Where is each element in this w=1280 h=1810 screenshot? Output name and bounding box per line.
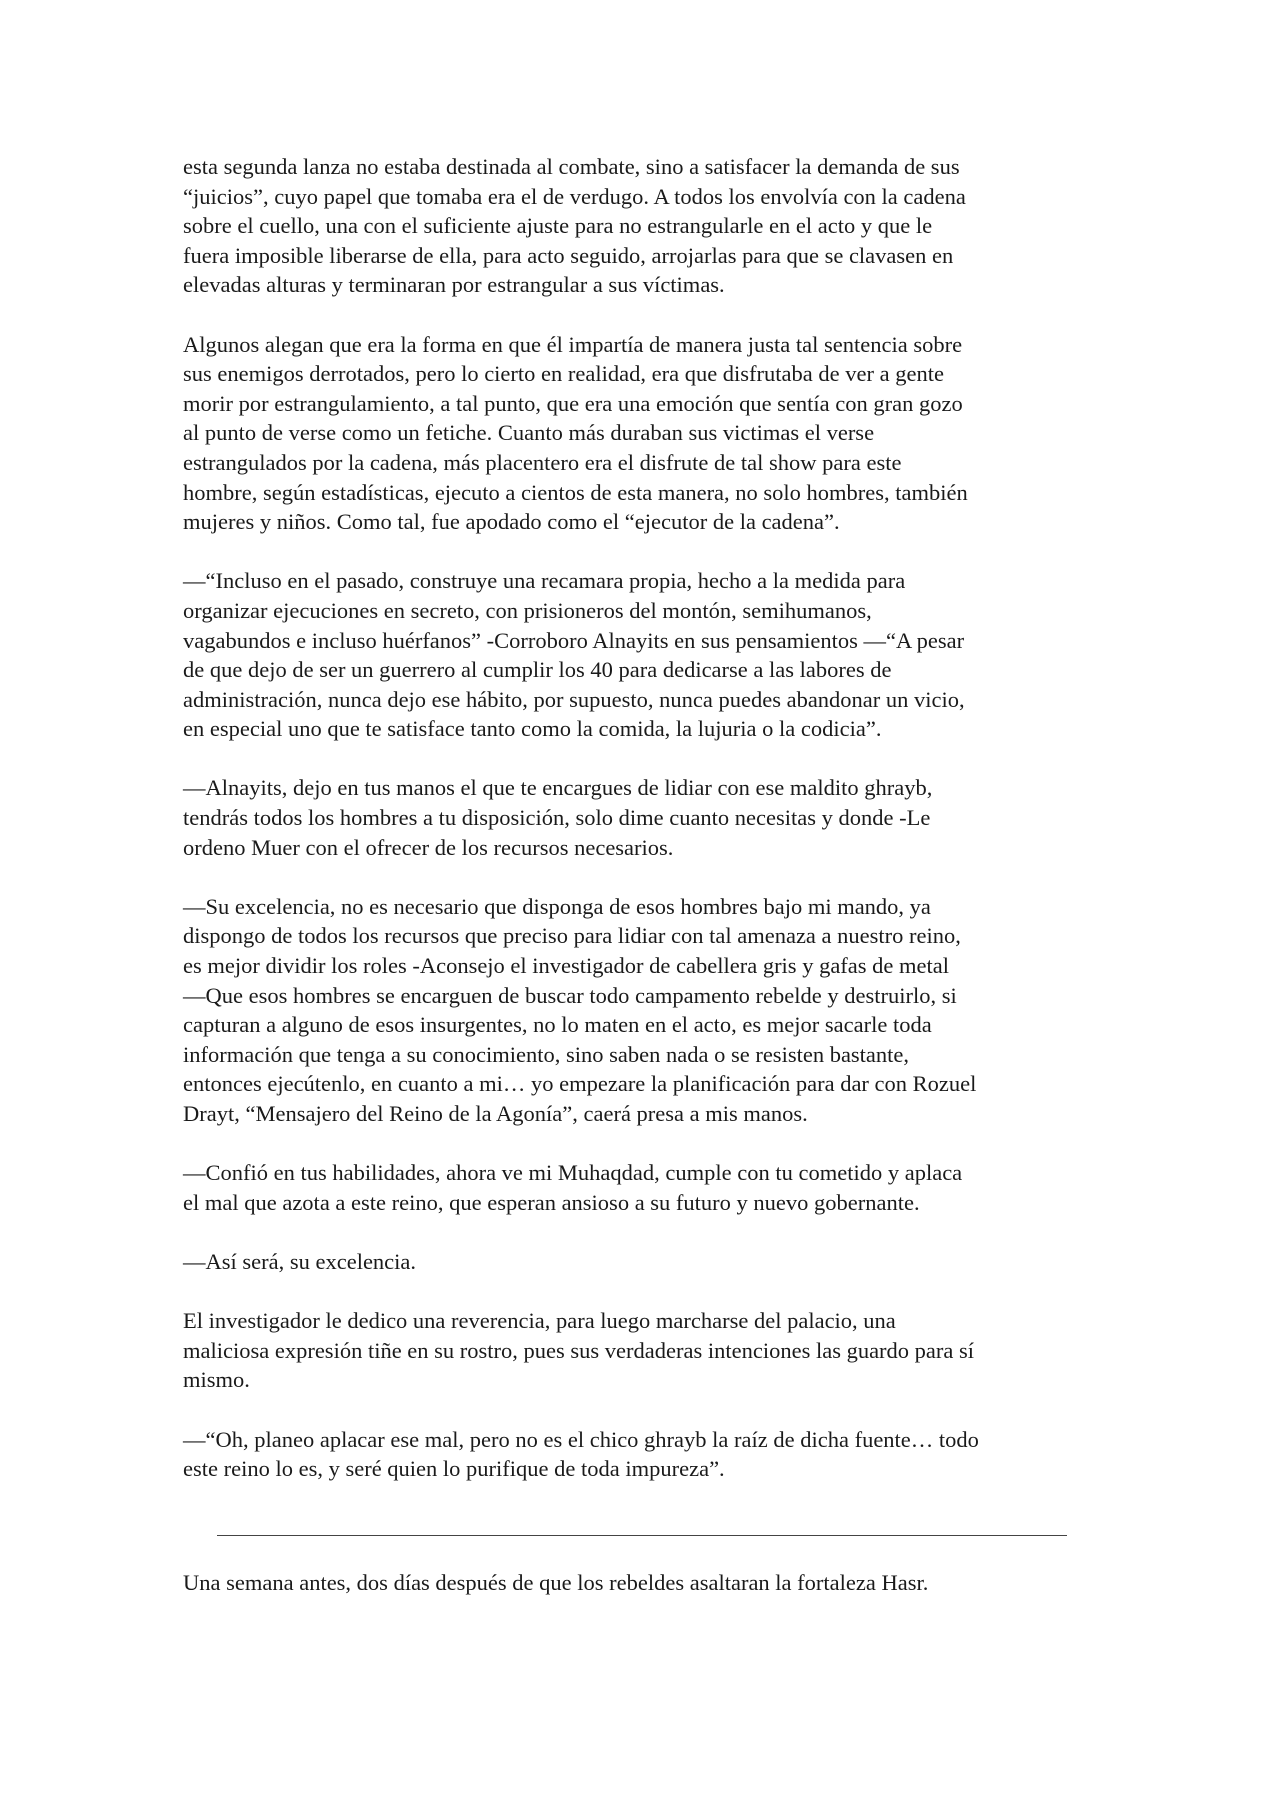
paragraph-3: —“Incluso en el pasado, construye una recamara propia, hecho a la medida para organizar ejecuciones en secreto, con prisioneros del montón, semihumanos, vagabundos e incluso huérfanos” -Corroboro Alnayits en sus pensamientos —“A pesar de que dejo de ser un guerrero al cumplir los 40 para dedicarse a las labores de administración, nunca dejo ese hábito, por supuesto, nunca puedes abandonar un vicio, en especial uno que te satisface tanto como la comida, la lujuria o la codicia”. <box>183 568 965 742</box>
scene-break-paragraph: Una semana antes, dos días después de que los rebeldes asaltaran la fortaleza Hasr. <box>183 1569 929 1595</box>
section-divider <box>217 1535 1067 1536</box>
paragraph-7: —Así será, su excelencia. <box>183 1248 417 1274</box>
paragraph-8: El investigador le dedico una reverencia, para luego marcharse del palacio, una maliciosa expresión tiñe en su rostro, pues sus verdaderas intenciones las guardo para sí mismo. <box>183 1308 975 1393</box>
paragraph-9: —“Oh, planeo aplacar ese mal, pero no es el chico ghrayb la raíz de dicha fuente… todo este reino lo es, y seré quien lo purifique de toda impureza”. <box>183 1426 979 1482</box>
paragraph-4: —Alnayits, dejo en tus manos el que te encargues de lidiar con ese maldito ghrayb, tendrás todos los hombres a tu disposición, solo dime cuanto necesitas y donde -Le ordeno Muer con el ofrecer de los recursos necesarios. <box>183 775 933 860</box>
paragraph-1: esta segunda lanza no estaba destinada al combate, sino a satisfacer la demanda de sus “juicios”, cuyo papel que tomaba era el de verdugo. A todos los envolvía con la cadena sobre el cuello, una con el suficiente ajuste para no estrangularle en el acto y que le fuera imposible liberarse de ella, para acto seguido, arrojarlas para que se clavasen en elevadas alturas y terminaran por estrangular a sus víctimas. <box>183 154 966 298</box>
document-page <box>183 152 1113 1627</box>
paragraph-6: —Confió en tus habilidades, ahora ve mi Muhaqdad, cumple con tu cometido y aplaca el mal que azota a este reino, que esperan ansioso a su futuro y nuevo gobernante. <box>183 1160 963 1215</box>
paragraph-5: —Su excelencia, no es necesario que disponga de esos hombres bajo mi mando, ya dispongo de todos los recursos que preciso para lidiar con tal amenaza a nuestro reino, es mejor dividir los roles -Aconsejo el investigador de cabellera gris y gafas de metal —Que esos hombres se encarguen de buscar todo campamento rebelde y destruirlo, si capturan a alguno de esos insurgentes, no lo maten en el acto, es mejor sacarle toda información que tenga a su conocimiento, sino saben nada o se resisten bastante, entonces ejecútenlo, en cuanto a mi… yo empezare la planificación para dar con Rozuel Drayt, “Mensajero del Reino de la Agonía”, caerá presa a mis manos. <box>183 893 977 1126</box>
paragraph-2: Algunos alegan que era la forma en que él impartía de manera justa tal sentencia sobre sus enemigos derrotados, pero lo cierto en realidad, era que disfrutaba de ver a gente morir por estrangulamiento, a tal punto, que era una emoción que sentía con gran gozo al punto de verse como un fetiche. Cuanto más duraban sus victimas el verse estrangulados por la cadena, más placentero era el disfrute de tal show para este hombre, según estadísticas, ejecuto a cientos de esta manera, no solo hombres, también mujeres y niños. Como tal, fue apodado como el “ejecutor de la cadena”. <box>183 331 968 535</box>
